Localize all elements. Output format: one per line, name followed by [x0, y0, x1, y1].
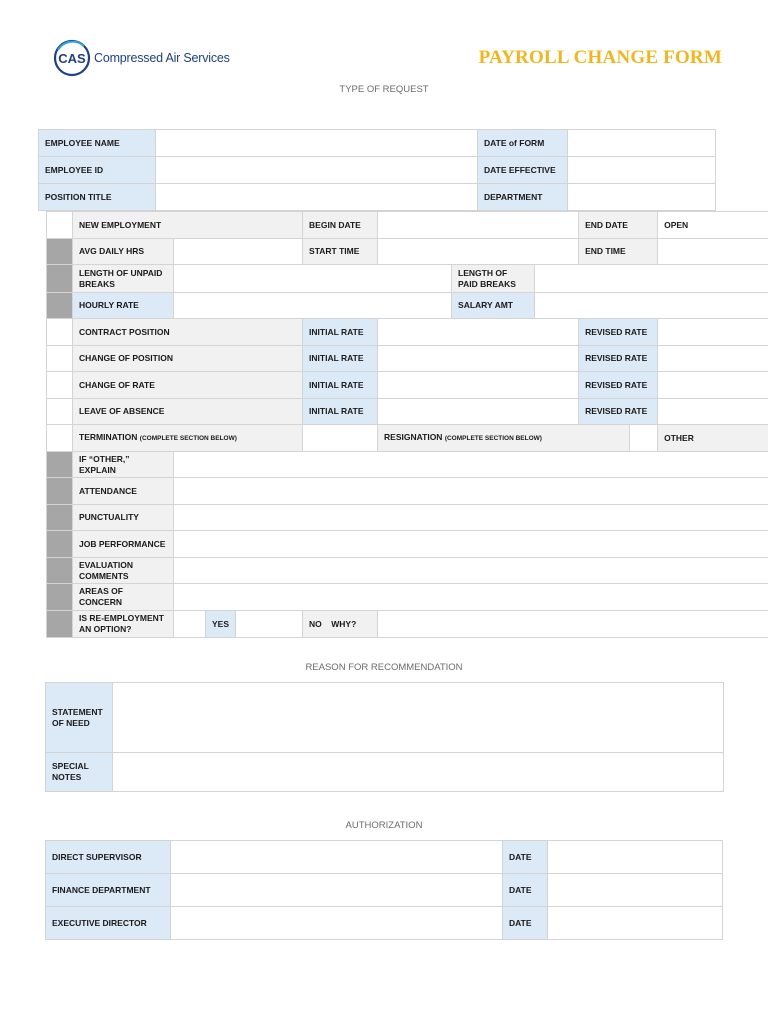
paid-breaks-field[interactable]: [535, 265, 768, 293]
direct-supervisor-signature-field[interactable]: [171, 841, 503, 874]
initial-rate-field[interactable]: [378, 346, 579, 372]
row-marker: [47, 293, 73, 319]
date-label: DATE: [503, 841, 548, 874]
row-marker: [47, 452, 73, 478]
change-of-position-label: CHANGE OF POSITION: [73, 346, 303, 372]
department-field[interactable]: [568, 184, 716, 211]
why-label: WHY?: [331, 618, 357, 629]
unpaid-breaks-field[interactable]: [174, 265, 452, 293]
date-effective-label: DATE EFFECTIVE: [478, 157, 568, 184]
direct-supervisor-date-field[interactable]: [548, 841, 723, 874]
revised-rate-field[interactable]: [658, 372, 768, 399]
salary-amt-label: SALARY AMT: [452, 293, 535, 319]
resignation-label: [378, 425, 630, 452]
attendance-label: ATTENDANCE: [73, 478, 174, 505]
change-of-position-checkbox[interactable]: [47, 346, 73, 372]
date-of-form-field[interactable]: [568, 130, 716, 157]
executive-director-label: EXECUTIVE DIRECTOR: [46, 907, 171, 940]
begin-date-label: BEGIN DATE: [303, 212, 378, 239]
date-label: DATE: [503, 874, 548, 907]
initial-rate-label: INITIAL RATE: [303, 346, 378, 372]
new-employment-label: NEW EMPLOYMENT: [73, 212, 303, 239]
executive-director-date-field[interactable]: [548, 907, 723, 940]
executive-director-signature-field[interactable]: [171, 907, 503, 940]
termination-checkbox[interactable]: [47, 425, 73, 452]
salary-amt-field[interactable]: [535, 293, 768, 319]
employee-name-field[interactable]: [156, 130, 478, 157]
department-label: DEPARTMENT: [478, 184, 568, 211]
row-marker: [47, 239, 73, 265]
cas-logo-icon: [52, 38, 92, 78]
new-employment-checkbox[interactable]: [47, 212, 73, 239]
finance-department-label: FINANCE DEPARTMENT: [46, 874, 171, 907]
row-marker: [47, 505, 73, 531]
contract-position-checkbox[interactable]: [47, 319, 73, 346]
punctuality-label: PUNCTUALITY: [73, 505, 174, 531]
end-date-open[interactable]: OPEN: [658, 212, 768, 239]
change-of-rate-checkbox[interactable]: [47, 372, 73, 399]
form-title: PAYROLL CHANGE FORM: [478, 47, 722, 68]
request-table: [46, 211, 768, 638]
other-label: OTHER: [658, 425, 768, 452]
recommendation-table: [45, 682, 724, 792]
no-checkbox[interactable]: [236, 611, 303, 638]
contract-position-label: CONTRACT POSITION: [73, 319, 303, 346]
initial-rate-label: INITIAL RATE: [303, 399, 378, 425]
leave-of-absence-checkbox[interactable]: [47, 399, 73, 425]
initial-rate-label: INITIAL RATE: [303, 319, 378, 346]
if-other-explain-label: IF “OTHER,” EXPLAIN: [73, 452, 174, 478]
leave-of-absence-label: LEAVE OF ABSENCE: [73, 399, 303, 425]
revised-rate-label: REVISED RATE: [579, 372, 658, 399]
evaluation-comments-field[interactable]: [174, 558, 768, 584]
other-checkbox[interactable]: [630, 425, 658, 452]
employee-name-label: EMPLOYEE NAME: [39, 130, 156, 157]
hourly-rate-label: HOURLY RATE: [73, 293, 174, 319]
resignation-checkbox[interactable]: [303, 425, 378, 452]
date-effective-field[interactable]: [568, 157, 716, 184]
revised-rate-label: REVISED RATE: [579, 319, 658, 346]
row-marker: [47, 558, 73, 584]
direct-supervisor-label: DIRECT SUPERVISOR: [46, 841, 171, 874]
job-performance-field[interactable]: [174, 531, 768, 558]
no-why-label: [303, 611, 378, 638]
authorization-table: [45, 840, 723, 940]
avg-daily-hrs-label: AVG DAILY HRS: [73, 239, 174, 265]
initial-rate-label: INITIAL RATE: [303, 372, 378, 399]
special-notes-label: SPECIAL NOTES: [46, 753, 113, 792]
termination-note: (COMPLETE SECTION BELOW): [139, 435, 237, 442]
logo-abbr: CAS: [58, 51, 86, 66]
statement-of-need-label: STATEMENT OF NEED: [46, 683, 113, 753]
finance-department-date-field[interactable]: [548, 874, 723, 907]
begin-date-field[interactable]: [378, 212, 579, 239]
finance-department-signature-field[interactable]: [171, 874, 503, 907]
re-employment-label: IS RE-EMPLOYMENT AN OPTION?: [73, 611, 174, 638]
evaluation-comments-label: EVALUATION COMMENTS: [73, 558, 174, 584]
row-marker: [47, 265, 73, 293]
company-logo: [52, 38, 242, 80]
unpaid-breaks-label: LENGTH OF UNPAID BREAKS: [73, 265, 174, 293]
employee-info-table: [38, 129, 716, 211]
job-performance-label: JOB PERFORMANCE: [73, 531, 174, 558]
revised-rate-label: REVISED RATE: [579, 399, 658, 425]
areas-of-concern-field[interactable]: [174, 584, 768, 611]
position-title-field[interactable]: [156, 184, 478, 211]
end-date-label: END DATE: [579, 212, 658, 239]
initial-rate-field[interactable]: [378, 399, 579, 425]
row-marker: [47, 478, 73, 505]
yes-label: YES: [206, 611, 236, 638]
resignation-text: RESIGNATION: [384, 432, 443, 442]
punctuality-field[interactable]: [174, 505, 768, 531]
row-marker: [47, 611, 73, 638]
change-of-rate-label: CHANGE OF RATE: [73, 372, 303, 399]
employee-id-field[interactable]: [156, 157, 478, 184]
employee-id-label: EMPLOYEE ID: [39, 157, 156, 184]
start-time-field[interactable]: [378, 239, 579, 265]
special-notes-field[interactable]: [113, 753, 724, 792]
statement-of-need-field[interactable]: [113, 683, 724, 753]
date-of-form-label: DATE of FORM: [478, 130, 568, 157]
row-marker: [47, 531, 73, 558]
areas-of-concern-label: AREAS OF CONCERN: [73, 584, 174, 611]
company-name: Compressed Air Services: [94, 51, 230, 65]
type-of-request-heading: TYPE OF REQUEST: [339, 84, 429, 95]
avg-daily-hrs-field[interactable]: [174, 239, 303, 265]
termination-label: [73, 425, 303, 452]
if-other-explain-field[interactable]: [174, 452, 768, 478]
revised-rate-field[interactable]: [658, 346, 768, 372]
resignation-note: (COMPLETE SECTION BELOW): [444, 435, 542, 442]
end-time-field[interactable]: [658, 239, 768, 265]
termination-text: TERMINATION: [79, 432, 138, 442]
paid-breaks-label: LENGTH OF PAID BREAKS: [452, 265, 535, 293]
revised-rate-field[interactable]: [658, 319, 768, 346]
attendance-field[interactable]: [174, 478, 768, 505]
row-marker: [47, 584, 73, 611]
hourly-rate-field[interactable]: [174, 293, 452, 319]
initial-rate-field[interactable]: [378, 372, 579, 399]
end-time-label: END TIME: [579, 239, 658, 265]
position-title-label: POSITION TITLE: [39, 184, 156, 211]
why-field[interactable]: [378, 611, 768, 638]
revised-rate-label: REVISED RATE: [579, 346, 658, 372]
yes-checkbox[interactable]: [174, 611, 206, 638]
initial-rate-field[interactable]: [378, 319, 579, 346]
revised-rate-field[interactable]: [658, 399, 768, 425]
date-label: DATE: [503, 907, 548, 940]
start-time-label: START TIME: [303, 239, 378, 265]
reason-for-recommendation-heading: REASON FOR RECOMMENDATION: [305, 662, 463, 673]
no-label: NO: [309, 618, 322, 629]
authorization-heading: AUTHORIZATION: [345, 820, 423, 831]
